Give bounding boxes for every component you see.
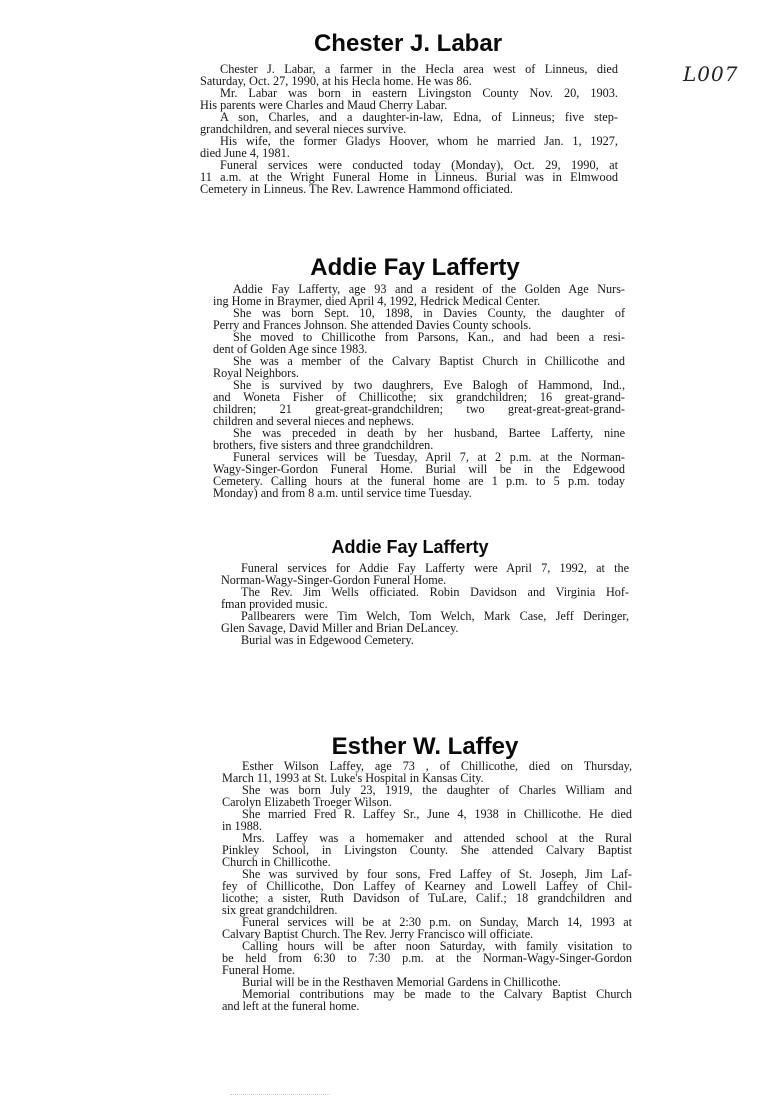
body-line: The Rev. Jim Wells officiated. Robin Davidson and Virginia Hof-	[241, 585, 629, 599]
body-line: Mrs. Laffey was a homemaker and attended school at the Rural	[242, 831, 632, 845]
body-line: Cemetery in Linneus. The Rev. Lawrence Hammond officiated.	[200, 182, 513, 196]
body-line: Funeral Home.	[222, 963, 296, 977]
body-line: Glen Savage, David Miller and Brian DeLancey.	[221, 621, 459, 635]
body-line: Funeral services will be at 2:30 p.m. on Sunday, March 14, 1993 at	[242, 915, 632, 929]
body-line: fman provided music.	[221, 597, 328, 611]
obituary-title: Addie Fay Lafferty	[331, 537, 489, 557]
body-line: Addie Fay Lafferty, age 93 and a resident of the Golden Age Nurs-	[233, 282, 625, 296]
body-line: She was a member of the Calvary Baptist Church in Chillicothe and	[233, 354, 625, 368]
scan-artifact-divider	[230, 1094, 330, 1096]
body-line: and left at the funeral home.	[222, 999, 360, 1013]
obituary-body	[221, 562, 629, 646]
body-line: Chester J. Labar, a farmer in the Hecla area west of Linneus, died	[220, 62, 618, 76]
body-line: Calling hours will be after noon Saturday, with family visitation to	[242, 939, 632, 953]
body-line: She was born July 23, 1919, the daughter of Charles William and	[242, 783, 632, 797]
body-line: Burial will be in the Resthaven Memorial Gardens in Chillicothe.	[242, 975, 561, 989]
body-line: ing Home in Braymer, died April 4, 1992, Hedrick Medical Center.	[213, 294, 541, 308]
body-line: Funeral services for Addie Fay Lafferty were April 7, 1992, at the	[241, 561, 629, 575]
body-line: and Woneta Fisher of Chillicothe; six grandchildren; 16 great-grand-	[213, 390, 625, 404]
body-line: died June 4, 1981.	[200, 146, 290, 160]
body-line: be held from 6:30 to 7:30 p.m. at the Norman-Wagy-Singer-Gordon	[222, 951, 632, 965]
body-line: She was born Sept. 10, 1898, in Davies County, the daughter of	[233, 306, 625, 320]
body-line: brothers, five sisters and three grandchildren.	[213, 438, 434, 452]
body-line: Cemetery. Calling hours at the funeral home are 1 p.m. to 5 p.m. today	[213, 474, 625, 488]
body-line: grandchildren, and several nieces survive.	[200, 122, 407, 136]
body-line: Wagy-Singer-Gordon Funeral Home. Burial will be in the Edgewood	[213, 462, 625, 476]
body-line: Memorial contributions may be made to the Calvary Baptist Church	[242, 987, 632, 1001]
body-line: 11 a.m. at the Wright Funeral Home in Linneus. Burial was in Elmwood	[200, 170, 618, 184]
body-line: Burial was in Edgewood Cemetery.	[241, 633, 414, 647]
body-line: Perry and Frances Johnson. She attended Davies County schools.	[213, 318, 532, 332]
body-line: March 11, 1993 at St. Luke's Hospital in Kansas City.	[222, 771, 484, 785]
body-line: She moved to Chillicothe from Parsons, Kan., and had been a resi-	[233, 330, 625, 344]
body-line: fey of Chillicothe, Don Laffey of Kearney and Lowell Laffey of Chil-	[222, 879, 632, 893]
body-line: His parents were Charles and Maud Cherry Labar.	[200, 98, 448, 112]
body-line: A son, Charles, and a daughter-in-law, Edna, of Linneus; five step-	[220, 110, 618, 124]
body-line: Funeral services were conducted today (Monday), Oct. 29, 1990, at	[220, 158, 618, 172]
handwritten-page-note: L007	[683, 62, 739, 86]
body-line: She married Fred R. Laffey Sr., June 4, 1938 in Chillicothe. He died	[242, 807, 632, 821]
obituary-title: Addie Fay Lafferty	[310, 254, 520, 281]
body-line: Monday) and from 8 a.m. until service time Tuesday.	[213, 486, 472, 500]
body-line: Funeral services will be Tuesday, April 7, at 2 p.m. at the Norman-	[233, 450, 625, 464]
body-line: Carolyn Elizabeth Troeger Wilson.	[222, 795, 392, 809]
body-line: children and several nieces and nephews.	[213, 414, 415, 428]
body-line: Esther Wilson Laffey, age 73 , of Chillicothe, died on Thursday,	[242, 759, 632, 773]
body-line: She was survived by four sons, Fred Laffey of St. Joseph, Jim Laf-	[242, 867, 632, 881]
body-line: Royal Neighbors.	[213, 366, 299, 380]
body-line: dent of Golden Age since 1983.	[213, 342, 368, 356]
body-line: She is survived by two daughrers, Eve Balogh of Hammond, Ind.,	[233, 378, 625, 392]
obituary-body	[213, 283, 625, 499]
body-line: His wife, the former Gladys Hoover, whom he married Jan. 1, 1927,	[220, 134, 618, 148]
body-line: children; 21 great-great-grandchildren; two great-great-great-grand-	[213, 402, 625, 416]
body-line: Mr. Labar was born in eastern Livingston County Nov. 20, 1903.	[220, 86, 618, 100]
body-line: licothe; a sister, Ruth Davidson of TuLare, Calif.; 18 grandchildren and	[222, 891, 632, 905]
body-line: in 1988.	[222, 819, 262, 833]
body-line: She was preceded in death by her husband, Bartee Lafferty, nine	[233, 426, 625, 440]
obituary-body	[222, 760, 632, 1012]
body-line: Calvary Baptist Church. The Rev. Jerry Francisco will officiate.	[222, 927, 534, 941]
body-line: Saturday, Oct. 27, 1990, at his Hecla home. He was 86.	[200, 74, 472, 88]
body-line: Pinkley School, in Livingston County. She attended Calvary Baptist	[222, 843, 632, 857]
body-line: six great grandchildren.	[222, 903, 338, 917]
body-line: Church in Chillicothe.	[222, 855, 331, 869]
body-line: Norman-Wagy-Singer-Gordon Funeral Home.	[221, 573, 447, 587]
obituary-title: Esther W. Laffey	[331, 733, 519, 760]
obituary-body	[200, 63, 618, 195]
obituary-title: Chester J. Labar	[313, 30, 503, 57]
body-line: Pallbearers were Tim Welch, Tom Welch, Mark Case, Jeff Deringer,	[241, 609, 629, 623]
